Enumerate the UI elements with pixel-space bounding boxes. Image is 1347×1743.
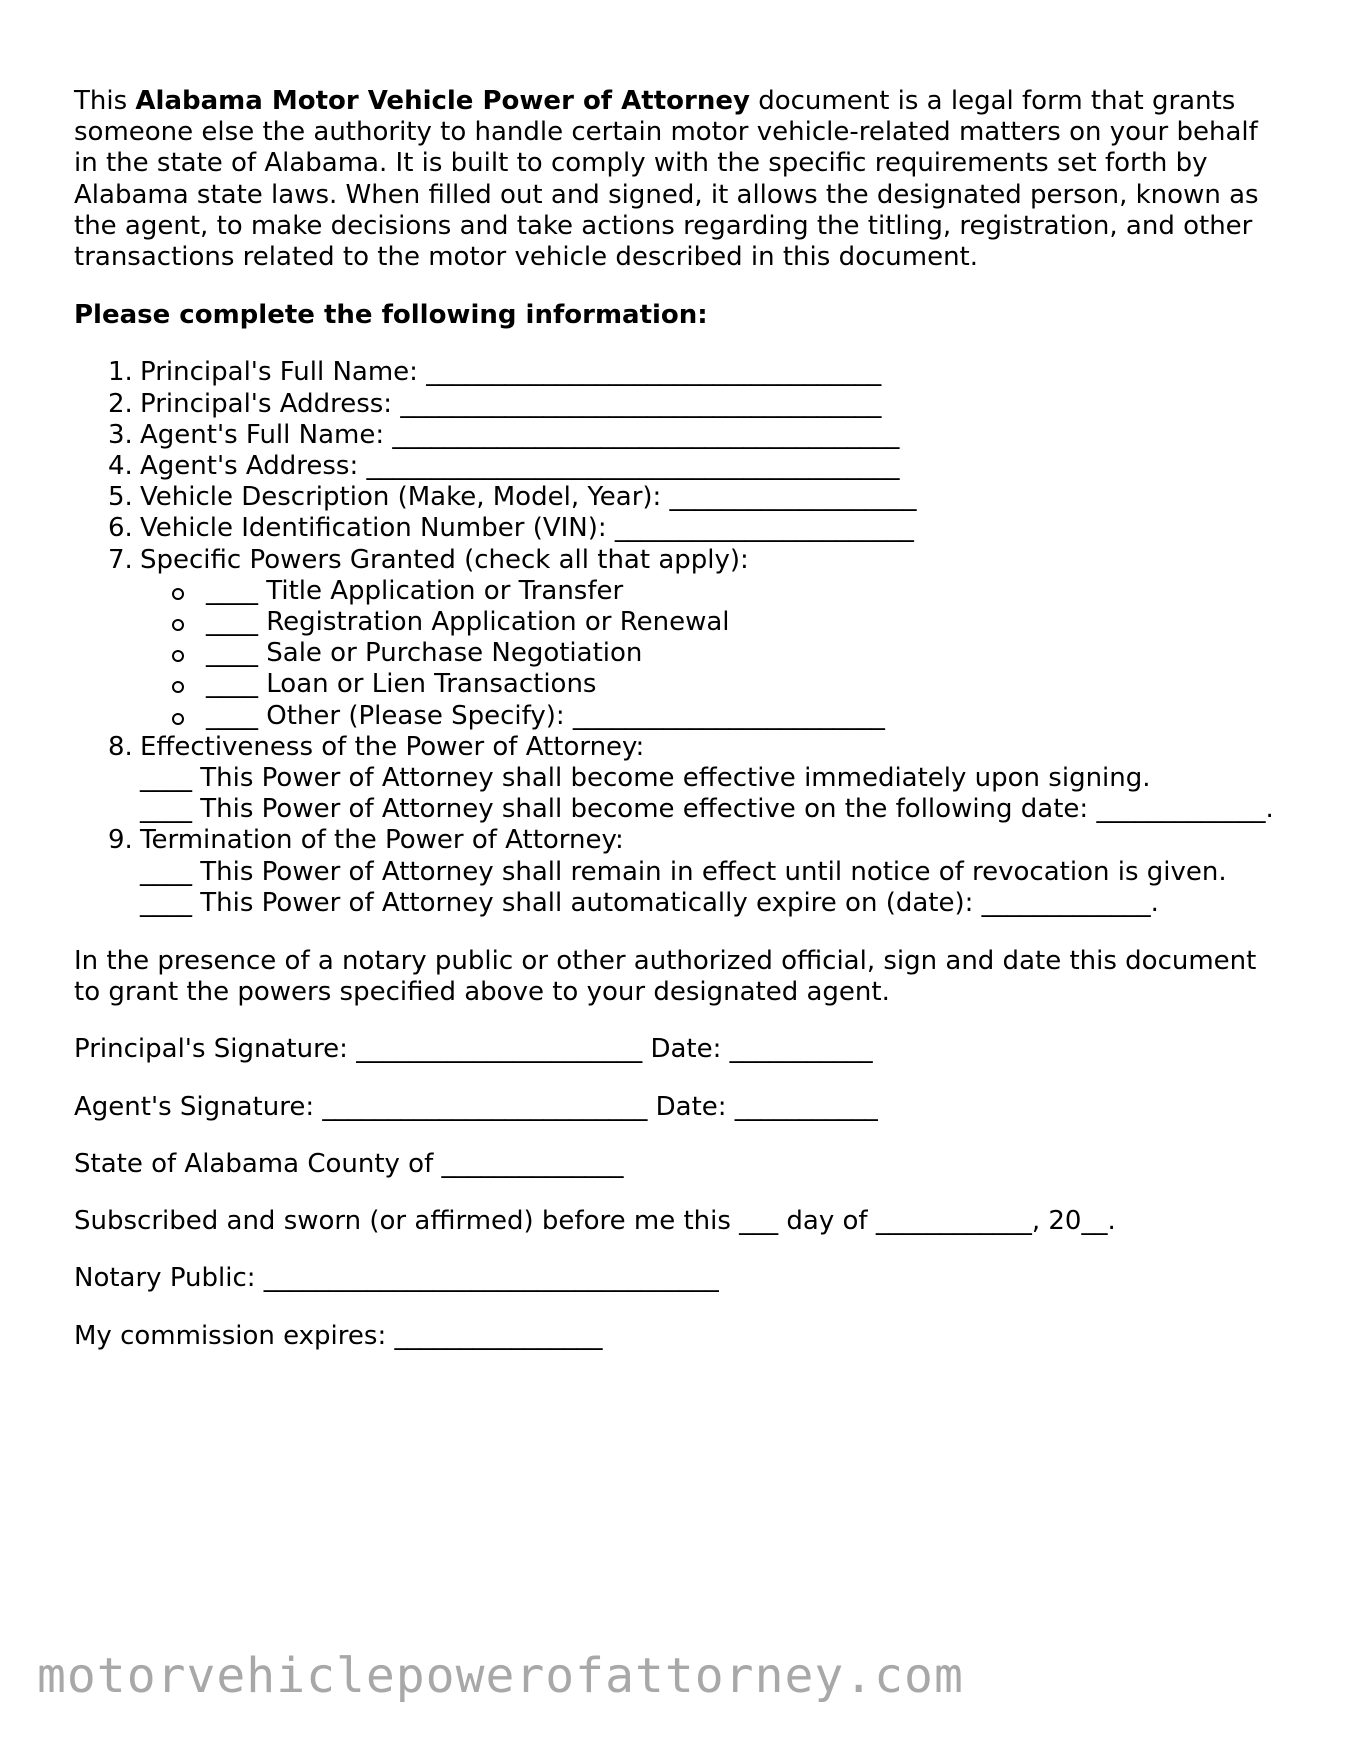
powers-list	[140, 576, 1274, 732]
power-option-label: ____ Title Application or Transfer	[206, 575, 624, 606]
power-option-title[interactable]	[140, 576, 1274, 607]
section-termination	[74, 825, 1274, 919]
circle-bullet-icon	[172, 713, 184, 725]
commission-expires-line[interactable]: My commission expires: ________________	[74, 1320, 603, 1351]
intro-prefix: This	[74, 86, 136, 116]
item-number: 3.	[108, 419, 133, 450]
section-effectiveness	[74, 732, 1274, 826]
principal-signature-line[interactable]: Principal's Signature: ______________________ Date: ___________	[74, 1034, 873, 1065]
termination-expiry-option[interactable]: ____ This Power of Attorney shall automatically expire on (date): _____________.	[140, 887, 1159, 918]
subscribed-sworn-line[interactable]: Subscribed and sworn (or affirmed) before me this ___ day of ____________, 20__.	[74, 1206, 1116, 1237]
item-text: Principal's Full Name: ___________________________________	[140, 357, 882, 388]
item-number: 9.	[108, 825, 133, 856]
notary-instruction: In the presence of a notary public or other authorized official, sign and date this document to grant the powers specified above to your designated agent.	[74, 946, 1257, 1008]
circle-bullet-icon	[172, 681, 184, 693]
agent-signature-line[interactable]: Agent's Signature: _________________________ Date: ___________	[74, 1091, 878, 1122]
termination-revocation-option[interactable]: ____ This Power of Attorney shall remain in effect until notice of revocation is given.	[140, 856, 1227, 887]
notary-public-line[interactable]: Notary Public: ___________________________________	[74, 1263, 719, 1294]
item-text: Agent's Full Name: _______________________________________	[140, 419, 900, 450]
power-option-other[interactable]	[140, 701, 1274, 732]
field-agent-name[interactable]	[74, 420, 1274, 451]
item-text: Agent's Address: _________________________________________	[140, 451, 900, 482]
power-option-label: ____ Loan or Lien Transactions	[206, 669, 597, 700]
field-principal-name[interactable]	[74, 357, 1274, 388]
power-option-label: ____ Sale or Purchase Negotiation	[206, 638, 643, 669]
intro-paragraph	[74, 86, 1274, 273]
field-vehicle-description[interactable]	[74, 482, 1274, 513]
item-number: 1.	[108, 357, 133, 388]
effective-date-option[interactable]: ____ This Power of Attorney shall become effective on the following date: _____________.	[140, 794, 1274, 825]
item-text: Principal's Address: _____________________________________	[140, 388, 882, 419]
circle-bullet-icon	[172, 619, 184, 631]
power-option-label: ____ Registration Application or Renewal	[206, 607, 730, 638]
form-heading: Please complete the following information:	[74, 300, 708, 331]
item-text: Vehicle Description (Make, Model, Year): ___________________	[140, 482, 917, 513]
section-specific-powers	[74, 545, 1274, 732]
item-text: Vehicle Identification Number (VIN): _______________________	[140, 513, 914, 544]
power-option-registration[interactable]	[140, 607, 1274, 638]
item-number: 8.	[108, 731, 133, 762]
power-option-label: ____ Other (Please Specify): ________________________	[206, 700, 885, 731]
item-text: Specific Powers Granted (check all that apply):	[140, 544, 749, 575]
power-option-loan[interactable]	[140, 669, 1274, 700]
form-field-list	[74, 357, 1274, 919]
circle-bullet-icon	[172, 588, 184, 600]
intro-bold-title: Alabama Motor Vehicle Power of Attorney	[135, 86, 750, 116]
document-body	[74, 86, 1274, 1352]
item-number: 2.	[108, 388, 133, 419]
intro-suffix: document is a legal form that grants someone else the authority to handle certain motor vehicle-related matters on your behalf in the state of Alabama. It is built to comply with the specific requirements set forth by Alabama state laws. When filled out and signed, it allows the designated person, known as the agent, to make decisions and take actions regarding the titling, registration, and other transactions related to the motor vehicle described in this document.	[74, 86, 1259, 273]
power-option-sale[interactable]	[140, 638, 1274, 669]
circle-bullet-icon	[172, 650, 184, 662]
field-principal-address[interactable]	[74, 389, 1274, 420]
item-number: 4.	[108, 451, 133, 482]
item-number: 7.	[108, 544, 133, 575]
effective-immediately-option[interactable]: ____ This Power of Attorney shall become effective immediately upon signing.	[140, 763, 1151, 794]
item-text: Termination of the Power of Attorney:	[140, 825, 624, 856]
field-agent-address[interactable]	[74, 451, 1274, 482]
state-county-line[interactable]: State of Alabama County of ______________	[74, 1148, 624, 1179]
site-watermark: motorvehiclepowerofattorney.com	[37, 1648, 964, 1704]
item-text: Effectiveness of the Power of Attorney:	[140, 731, 645, 762]
item-number: 6.	[108, 513, 133, 544]
field-vin[interactable]	[74, 513, 1274, 544]
item-number: 5.	[108, 482, 133, 513]
